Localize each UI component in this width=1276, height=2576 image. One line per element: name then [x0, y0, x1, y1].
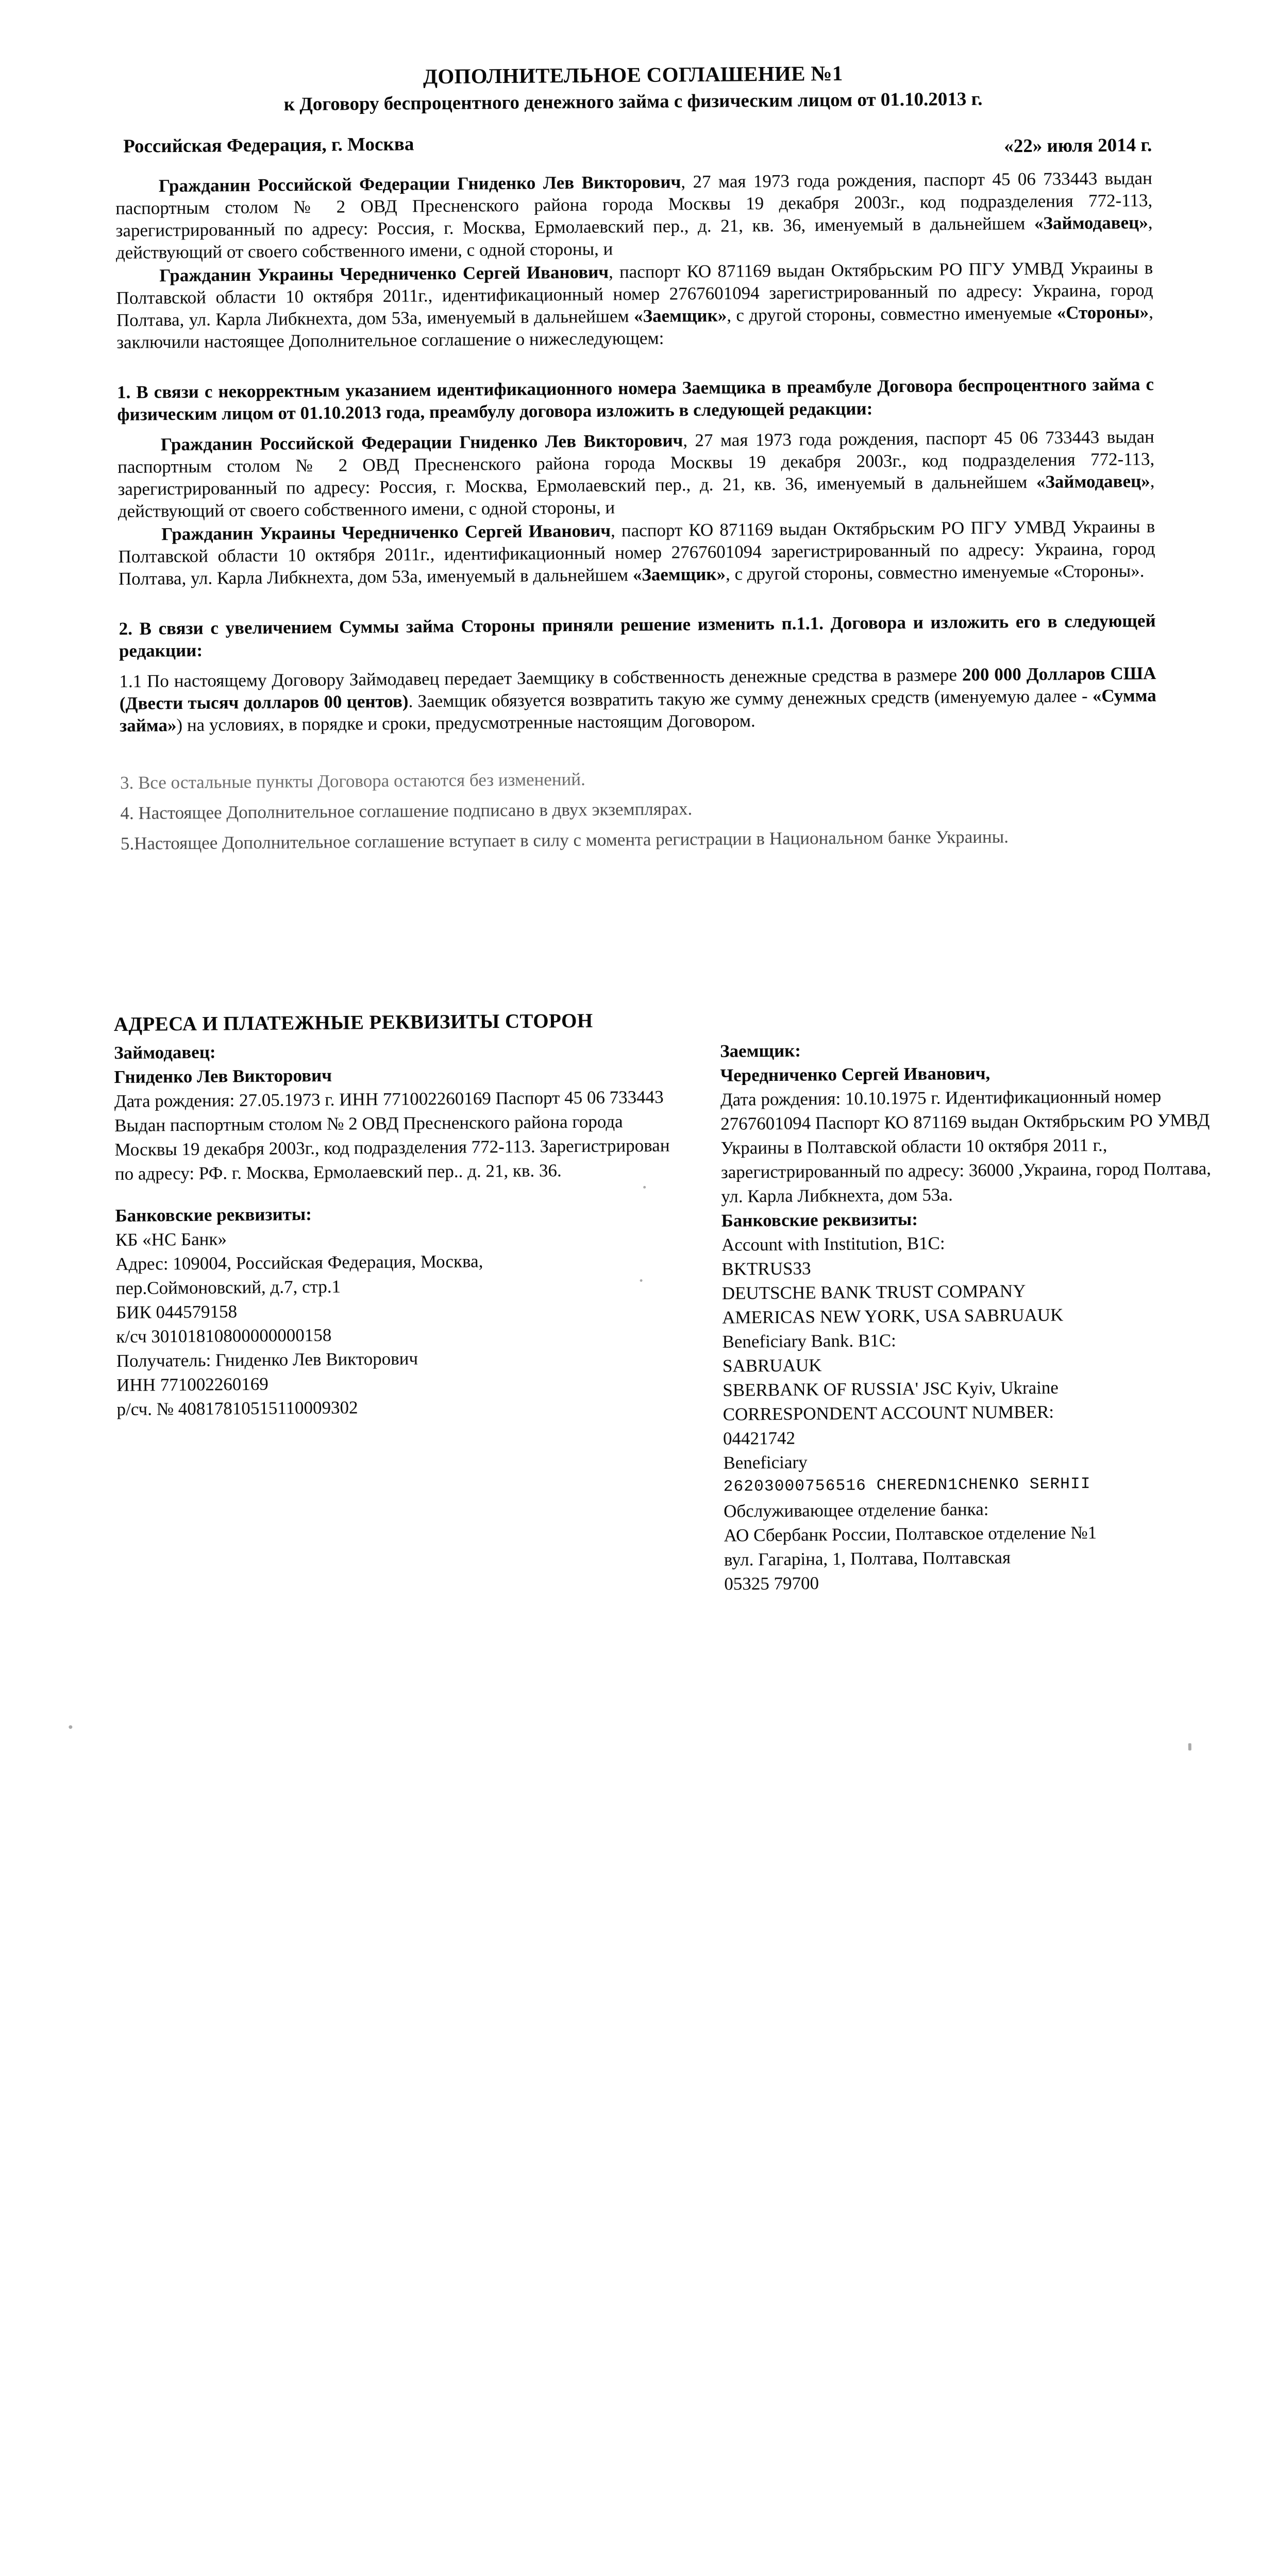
loan-amount: 200 000 Долларов США (Двести тысяч долларов 00 центов) — [119, 663, 1156, 714]
lender-bank-line: ИНН 771002260169 — [116, 1374, 268, 1395]
borrower-bank-line: Beneficiary — [723, 1452, 808, 1473]
scan-speck — [1188, 1743, 1191, 1751]
borrower-beneficiary-account: 26203000756516 CHEREDN1CHENKO SERHII — [723, 1475, 1091, 1496]
lender-details-inline: , 27 мая 1973 года рождения, паспорт 45 06 733443 выдан паспортным столом № 2 ОВД Пресненского района города Москвы 19 декабря 2003г., код подразделения 772-113, зарегистрированный по адресу: Россия, г. Москва, Ермолаевский пер., д. 21, кв. 36, именуемый в дальнейшем — [115, 168, 1153, 241]
lender-bank-line: КБ «НС Банк» — [115, 1229, 227, 1250]
borrower-requisites-column — [720, 1035, 1239, 1596]
clause-2: 2. В связи с увеличением Суммы займа Стороны приняли решение изменить п.1.1. Договора и изложить его в следующей редакции: — [119, 611, 1156, 661]
borrower-branch-line: вул. Гагаріна, 1, Полтава, Полтавская — [724, 1547, 1011, 1570]
scan-speck — [643, 1186, 646, 1189]
clause-2-body — [119, 662, 1156, 737]
lender-full-name: Гниденко Лев Викторович — [114, 1065, 332, 1088]
borrower-bank-line: AMERICAS NEW YORK, USA SABRUAUK — [722, 1304, 1064, 1328]
clause-1-restated-lender — [117, 426, 1155, 522]
date-line: «22» июля 2014 г. — [1004, 134, 1152, 157]
lender-bank-line: БИК 044579158 — [115, 1301, 238, 1323]
signature-area — [7, 1618, 1276, 1798]
lender-identity-details: Дата рождения: 27.05.1973 г. ИНН 771002260169 Паспорт 45 06 733443 Выдан паспортным столом № 2 ОВД Пресненского района города Москвы 19 декабря 2003г., код подразделения 772-113. Зарегистрирован по адресу: РФ. г. Москва, Ермолаевский пер.. д. 21, кв. 36. — [114, 1087, 670, 1184]
page-title: ДОПОЛНИТЕЛЬНОЕ СОГЛАШЕНИЕ №1 — [423, 61, 843, 89]
lender-tail-2: , действующий от своего собственного имени, с одной стороны, и — [117, 471, 1155, 521]
clause-5: 5.Настоящее Дополнительное соглашение вступает в силу с момента регистрации в Национальном банке Украины. — [120, 826, 1009, 854]
borrower-bank-line: SABRUAUK — [722, 1355, 822, 1376]
borrower-details-inline-2: , паспорт КО 871169 выдан Октябрьским РО ПГУ УМВД Украины в Полтавской области 10 октября 2011г., идентификационный номер 2767601094 зарегистрированный по адресу: Украина, город Полтава, ул. Карла Либкнехта, дом 53а, именуемый в дальнейшем — [118, 516, 1155, 589]
borrower-branch-heading: Обслуживающее отделение банка: — [723, 1499, 989, 1521]
borrower-bank-line: CORRESPONDENT ACCOUNT NUMBER: — [723, 1401, 1054, 1425]
borrower-identity-details: Дата рождения: 10.10.1975 г. Идентификационный номер 2767601094 Паспорт КО 871169 выдан Октябрьским РО УМВД Украины в Полтавской области 10 октября 2011 г., зарегистрированный по адресу: 36000 ,Украина, город Полтава, ул. Карла Либкнехта, дом 53а. — [720, 1086, 1212, 1207]
lender-name-inline-2: Гражданин Российской Федерации Гниденко Лев Викторович — [160, 430, 683, 455]
clause-3: 3. Все остальные пункты Договора остаются без изменений. — [120, 769, 585, 793]
clause-2-body-b: . Заемщик обязуется возвратить такую же сумму денежных средств (именуемую далее - — [408, 686, 1093, 711]
borrower-term: «Заемщик» — [633, 305, 727, 327]
borrower-details-inline: , паспорт КО 871169 выдан Октябрьским РО ПГУ УМВД Украины в Полтавской области 10 октября 2011г., идентификационный номер 2767601094 зарегистрированный по адресу: Украина, город Полтава, ул. Карла Либкнехта, дом 53а, именуемый в дальнейшем — [116, 258, 1153, 330]
place-line: Российская Федерация, г. Москва — [123, 133, 414, 157]
borrower-branch-line: 05325 79700 — [724, 1573, 819, 1594]
lender-term: «Займодавец» — [1034, 212, 1148, 233]
borrower-tail: , с другой стороны, совместно именуемые — [727, 302, 1057, 326]
requisites-heading: АДРЕСА И ПЛАТЕЖНЫЕ РЕКВИЗИТЫ СТОРОН — [113, 1009, 593, 1036]
clause-2-body-c: ) на условиях, в порядке и сроки, предусмотренные настоящим Договором. — [176, 710, 755, 736]
lender-bank-line: Получатель: Гниденко Лев Викторович — [116, 1348, 418, 1371]
lender-role-label: Займодавец: — [113, 1042, 216, 1063]
document-header — [0, 57, 1271, 119]
borrower-bank-heading: Банковские реквизиты: — [721, 1209, 918, 1231]
lender-name-inline: Гражданин Российской Федерации Гниденко Лев Викторович — [158, 172, 681, 196]
borrower-bank-line: Account with Institution, B1C: — [721, 1233, 945, 1255]
borrower-bank-line: 04421742 — [723, 1428, 796, 1449]
parties-tail-2: . — [1139, 561, 1145, 581]
borrower-name-inline: Гражданин Украины Чередниченко Сергей Иванович — [159, 262, 609, 286]
lender-bank-line: к/сч 30101810800000000158 — [116, 1325, 332, 1347]
lender-details-inline-2: , 27 мая 1973 года рождения, паспорт 45 06 733443 выдан паспортным столом № 2 ОВД Пресненского района города Москвы 19 декабря 2003г., код подразделения 772-113, зарегистрированный по адресу: Россия, г. Москва, Ермолаевский пер., д. 21, кв. 36, именуемый в дальнейшем — [117, 427, 1155, 499]
lender-bank-heading: Банковские реквизиты: — [115, 1204, 312, 1226]
lender-bank-line: Адрес: 109004, Российская Федерация, Москва, — [115, 1251, 483, 1274]
parties-term: «Стороны» — [1056, 302, 1149, 323]
parties-term-2: «Стороны» — [1053, 561, 1140, 582]
parties-tail: , заключили настоящее Дополнительное соглашение о нижеследующем: — [116, 302, 1154, 352]
lender-term-2: «Займодавец» — [1036, 471, 1150, 492]
preamble-party-lender — [115, 167, 1153, 264]
scan-speck — [640, 1279, 643, 1282]
document-subtitle: к Договору беспроцентного денежного займа с физическим лицом от 01.10.2013 г. — [283, 88, 983, 115]
borrower-bank-line: BKTRUS33 — [721, 1258, 811, 1279]
borrower-full-name: Чередниченко Сергей Иванович, — [720, 1063, 990, 1086]
borrower-bank-line: Beneficiary Bank. B1C: — [722, 1330, 896, 1352]
borrower-bank-line: SBERBANK OF RUSSIA' JSC Kyiv, Ukraine — [723, 1377, 1059, 1400]
document-body — [115, 167, 1157, 855]
clause-4: 4. Настоящее Дополнительное соглашение подписано в двух экземплярах. — [120, 799, 693, 823]
lender-requisites-column — [114, 1036, 679, 1421]
borrower-tail-2: , с другой стороны, совместно именуемые — [725, 561, 1054, 584]
borrower-bank-line: DEUTSCHE BANK TRUST COMPANY — [721, 1281, 1026, 1303]
borrower-role-label: Заемщик: — [719, 1040, 801, 1061]
loan-sum-term: «Сумма займа» — [119, 685, 1156, 736]
lender-bank-line: пер.Соймоновский, д.7, стр.1 — [115, 1276, 341, 1298]
clause-1-restated-borrower — [118, 515, 1155, 590]
preamble-party-borrower — [116, 257, 1153, 353]
scan-speck — [69, 1725, 72, 1729]
borrower-name-inline-2: Гражданин Украины Чередниченко Сергей Иванович — [161, 520, 611, 545]
clause-2-body-a: 1.1 По настоящему Договору Займодавец передает Заемщику в собственность денежные средства в размере — [119, 665, 963, 691]
borrower-branch-line: АО Сбербанк России, Полтавское отделение №1 — [724, 1522, 1097, 1546]
lender-tail: , действующий от своего собственного имени, с одной стороны, и — [115, 212, 1153, 263]
borrower-term-2: «Заемщик» — [632, 564, 726, 585]
lender-bank-line: р/сч. № 40817810515110009302 — [116, 1397, 358, 1419]
clause-1: 1. В связи с некорректным указанием идентификационного номера Заемщика в преамбуле Договора беспроцентного займа с физическим лицом от 01.10.2013 года, преамбулу договора изложить в следующей редакции: — [116, 374, 1154, 425]
